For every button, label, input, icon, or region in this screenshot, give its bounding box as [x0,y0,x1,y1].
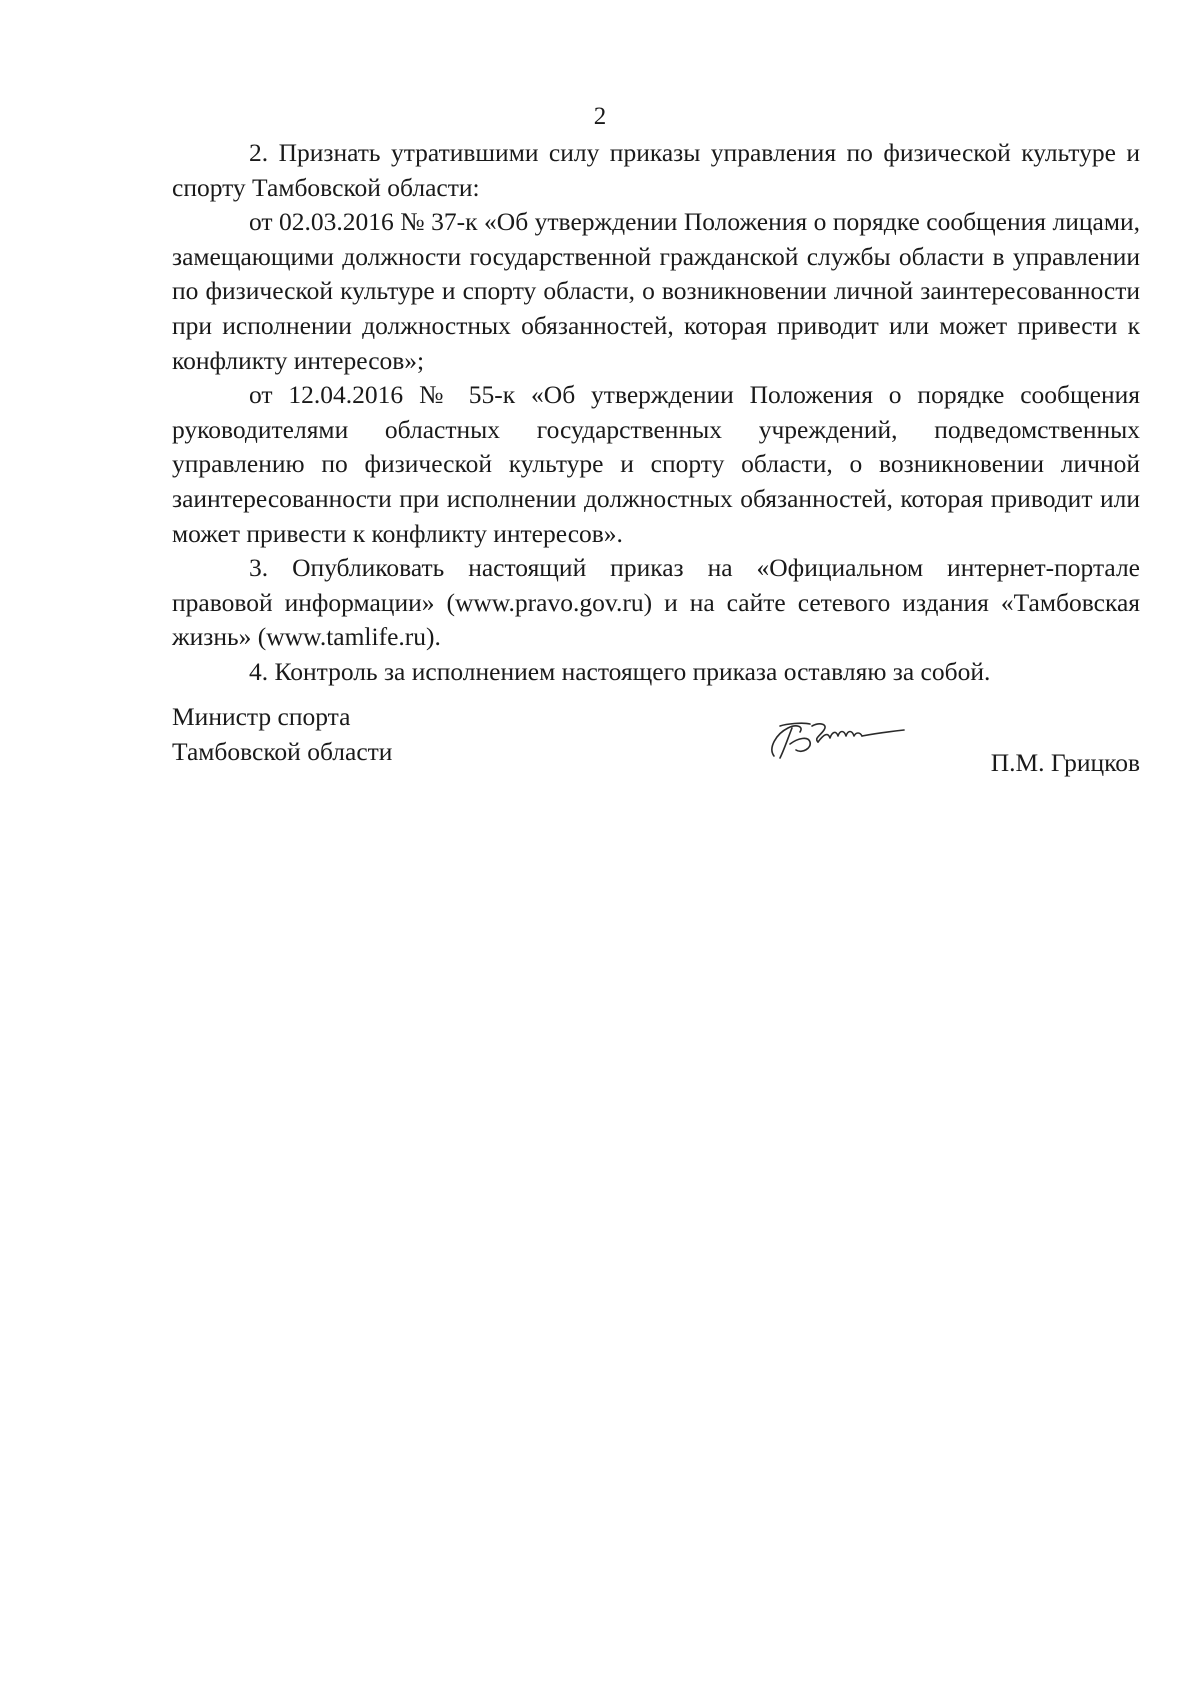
signatory-position-line2: Тамбовской области [172,736,393,766]
signature-block [172,700,1140,790]
page-number: 2 [593,103,607,130]
paragraph-item-4: 4. Контроль за исполнением настоящего приказа оставляю за собой. [249,656,991,686]
paragraph-order-55k: от 12.04.2016 № 55-к «Об утверждении Положения о порядке сообщения руководителями областных государственных учреждений, подведомственных управлению по физической культуре и спорту области, о возникновении личной заинтересованности при исполнении должностных обязанностей, которая приводит или может привести к конфликту интересов». [172,380,1140,548]
document-body [172,136,1140,690]
paragraph-order-37k: от 02.03.2016 № 37-к «Об утверждении Положения о порядке сообщения лицами, замещающими должности государственной гражданской службы области в управлении по физической культуре и спорту области, о возникновении личной заинтересованности при исполнении должностных обязанностей, которая приводит или может привести к конфликту интересов»; [172,207,1140,375]
signatory-name: П.М. Грицков [990,748,1140,777]
paragraph-item-2: 2. Признать утратившими силу приказы управления по физической культуре и спорту Тамбовской области: [172,138,1140,202]
handwritten-signature-icon [762,718,922,762]
signatory-position [172,700,392,769]
paragraph-item-3: 3. Опубликовать настоящий приказ на «Официальном интернет-портале правовой информации» (www.pravo.gov.ru) и на сайте сетевого издания «Тамбовская жизнь» (www.tamlife.ru). [172,553,1140,652]
signatory-position-line1: Министр спорта [172,702,351,731]
